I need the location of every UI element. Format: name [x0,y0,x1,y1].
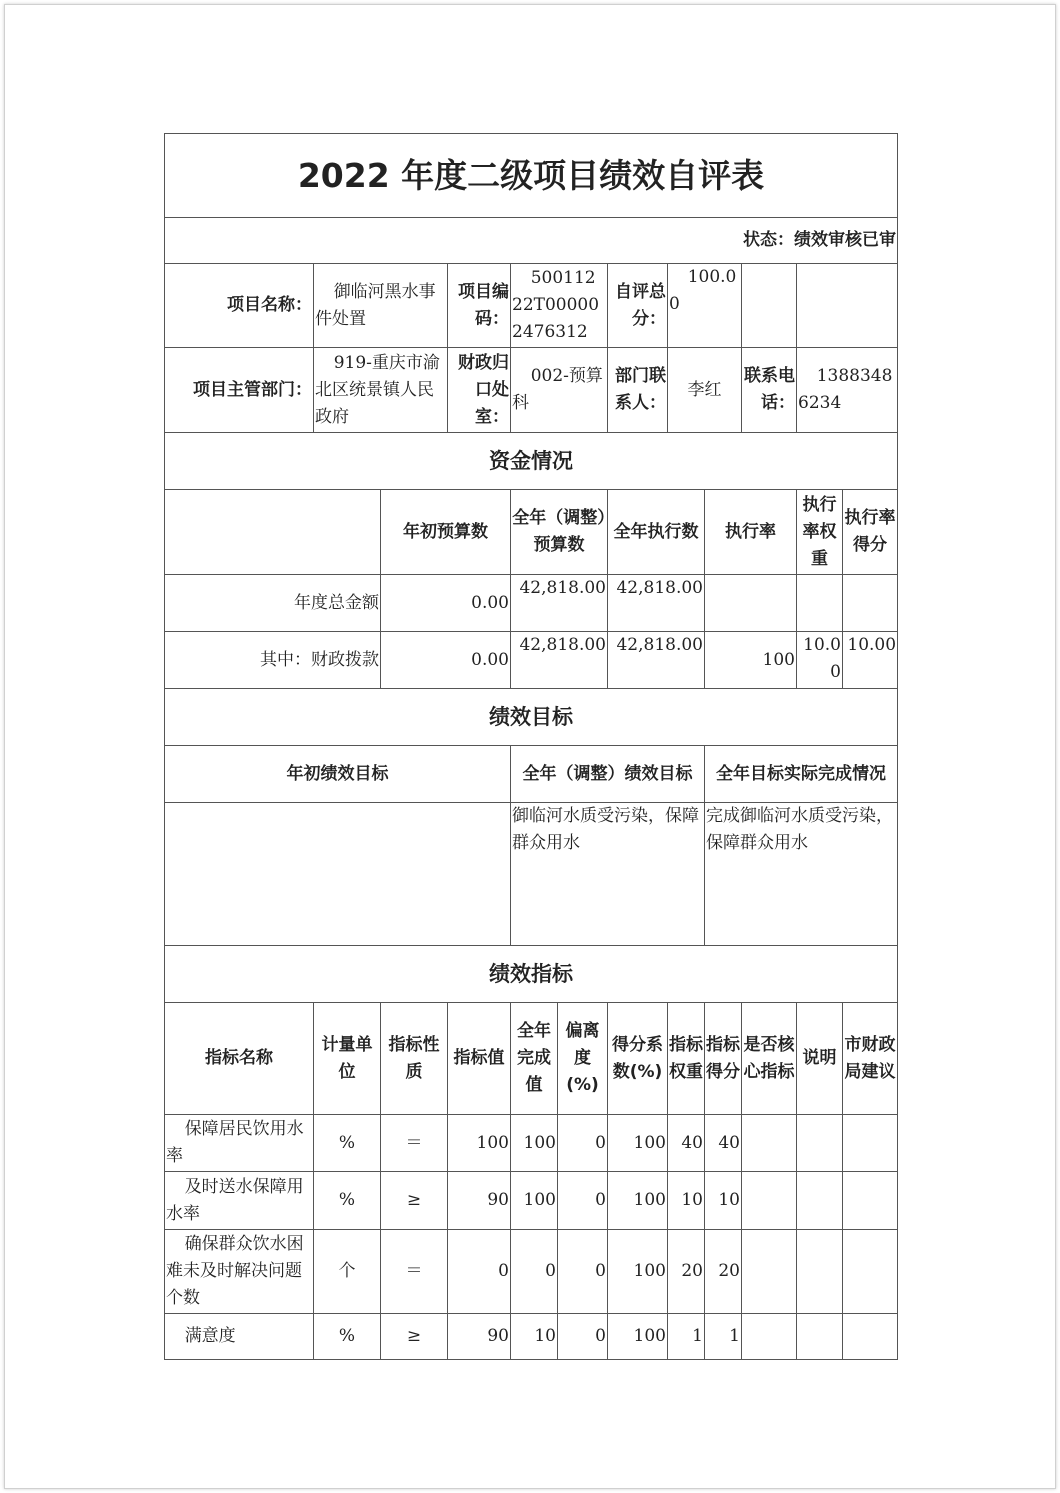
status-text: 状态：绩效审核已审 [165,218,898,264]
project-info-table [164,263,898,433]
indicator-header-8: 指标得分 [705,1003,742,1115]
indicator-header-9: 是否核心指标 [742,1003,797,1115]
contact-value: 李红 [668,348,742,433]
indicator-cell: 0 [511,1230,558,1314]
goals-actual-value: 完成御临河水质受污染，保障群众用水 [705,803,898,946]
funding-header-1: 年初预算数 [381,490,511,575]
indicator-cell [797,1115,843,1172]
funding-cell: 100 [705,632,797,689]
phone-label: 联系电话： [742,348,797,433]
finance-office-label: 财政归口处室： [448,348,511,433]
goals-initial-value [165,803,511,946]
goals-section-title: 绩效目标 [165,689,898,746]
indicator-cell: 90 [448,1172,511,1230]
indicator-name: 及时送水保障用水率 [165,1172,314,1230]
indicator-cell: 100 [608,1230,668,1314]
indicator-cell [742,1172,797,1230]
indicator-cell [742,1314,797,1360]
funding-section-title: 资金情况 [165,433,898,490]
form-title: 2022 年度二级项目绩效自评表 [165,134,898,218]
empty-cell [742,264,797,348]
indicator-cell: 0 [558,1230,608,1314]
funding-cell: 42,818.00 [608,575,705,632]
indicator-cell: 0 [558,1314,608,1360]
funding-cell: 10.00 [843,632,898,689]
indicator-cell: ＝ [381,1115,448,1172]
funding-cell: 10.00 [797,632,843,689]
indicator-cell: % [314,1314,381,1360]
funding-cell: 0.00 [381,575,511,632]
funding-cell: 0.00 [381,632,511,689]
goals-header-actual: 全年目标实际完成情况 [705,746,898,803]
indicator-cell [742,1115,797,1172]
funding-table [164,432,898,689]
indicator-cell [797,1172,843,1230]
indicator-cell: 40 [705,1115,742,1172]
goals-header-adjusted: 全年（调整）绩效目标 [511,746,705,803]
funding-cell: 42,818.00 [511,632,608,689]
indicators-table [164,945,898,1360]
funding-header-6: 执行率得分 [843,490,898,575]
self-score-label: 自评总分： [608,264,668,348]
indicator-cell: 20 [668,1230,705,1314]
header-table [164,133,898,264]
dept-label: 项目主管部门： [165,348,314,433]
contact-label: 部门联系人： [608,348,668,433]
indicator-cell: ≥ [381,1314,448,1360]
indicator-cell: 100 [448,1115,511,1172]
indicator-cell: 0 [448,1230,511,1314]
indicator-name: 保障居民饮用水率 [165,1115,314,1172]
indicator-cell [843,1314,898,1360]
dept-value: 919-重庆市渝北区统景镇人民政府 [314,348,448,433]
self-score-value: 100.00 [668,264,742,348]
funding-header-5: 执行率权重 [797,490,843,575]
indicator-cell: 20 [705,1230,742,1314]
indicator-header-4: 全年完成值 [511,1003,558,1115]
funding-header-2: 全年（调整）预算数 [511,490,608,575]
indicator-cell: 10 [705,1172,742,1230]
indicator-name: 确保群众饮水困难未及时解决问题个数 [165,1230,314,1314]
indicator-cell: 1 [705,1314,742,1360]
indicator-cell [843,1115,898,1172]
funding-cell: 42,818.00 [511,575,608,632]
project-code-value: 50011222T000002476312 [511,264,608,348]
project-name-value: 御临河黑水事件处置 [314,264,448,348]
indicator-cell: 100 [608,1172,668,1230]
indicator-cell: 个 [314,1230,381,1314]
goals-header-initial: 年初绩效目标 [165,746,511,803]
phone-value: 13883486234 [797,348,898,433]
indicator-cell: 1 [668,1314,705,1360]
indicator-cell: % [314,1172,381,1230]
indicator-header-7: 指标权重 [668,1003,705,1115]
evaluation-form [164,134,897,1360]
indicator-name: 满意度 [165,1314,314,1360]
indicator-cell: ≥ [381,1172,448,1230]
indicator-cell [797,1314,843,1360]
funding-cell [705,575,797,632]
funding-cell [843,575,898,632]
indicators-section-title: 绩效指标 [165,946,898,1003]
funding-cell: 其中：财政拨款 [165,632,381,689]
funding-cell: 42,818.00 [608,632,705,689]
indicator-header-0: 指标名称 [165,1003,314,1115]
indicator-header-2: 指标性质 [381,1003,448,1115]
indicator-cell: 90 [448,1314,511,1360]
indicator-cell: % [314,1115,381,1172]
indicator-header-6: 得分系数(%) [608,1003,668,1115]
indicator-header-1: 计量单位 [314,1003,381,1115]
indicator-cell: ＝ [381,1230,448,1314]
indicator-header-10: 说明 [797,1003,843,1115]
indicator-cell [742,1230,797,1314]
funding-cell: 年度总金额 [165,575,381,632]
finance-office-value: 002-预算科 [511,348,608,433]
indicator-cell: 0 [558,1115,608,1172]
indicator-header-3: 指标值 [448,1003,511,1115]
goals-table [164,688,898,946]
indicator-header-11: 市财政局建议 [843,1003,898,1115]
indicator-cell: 100 [608,1115,668,1172]
indicator-cell: 100 [511,1115,558,1172]
funding-header-0 [165,490,381,575]
indicator-cell: 0 [558,1172,608,1230]
indicator-cell [843,1172,898,1230]
indicator-cell: 10 [511,1314,558,1360]
indicator-header-5: 偏离度(%) [558,1003,608,1115]
goals-adjusted-value: 御临河水质受污染，保障群众用水 [511,803,705,946]
indicator-cell: 40 [668,1115,705,1172]
empty-cell [797,264,898,348]
indicator-cell [843,1230,898,1314]
indicator-cell: 100 [608,1314,668,1360]
project-name-label: 项目名称： [165,264,314,348]
funding-header-4: 执行率 [705,490,797,575]
indicator-cell: 100 [511,1172,558,1230]
project-code-label: 项目编码： [448,264,511,348]
funding-header-3: 全年执行数 [608,490,705,575]
indicator-cell [797,1230,843,1314]
indicator-cell: 10 [668,1172,705,1230]
funding-cell [797,575,843,632]
